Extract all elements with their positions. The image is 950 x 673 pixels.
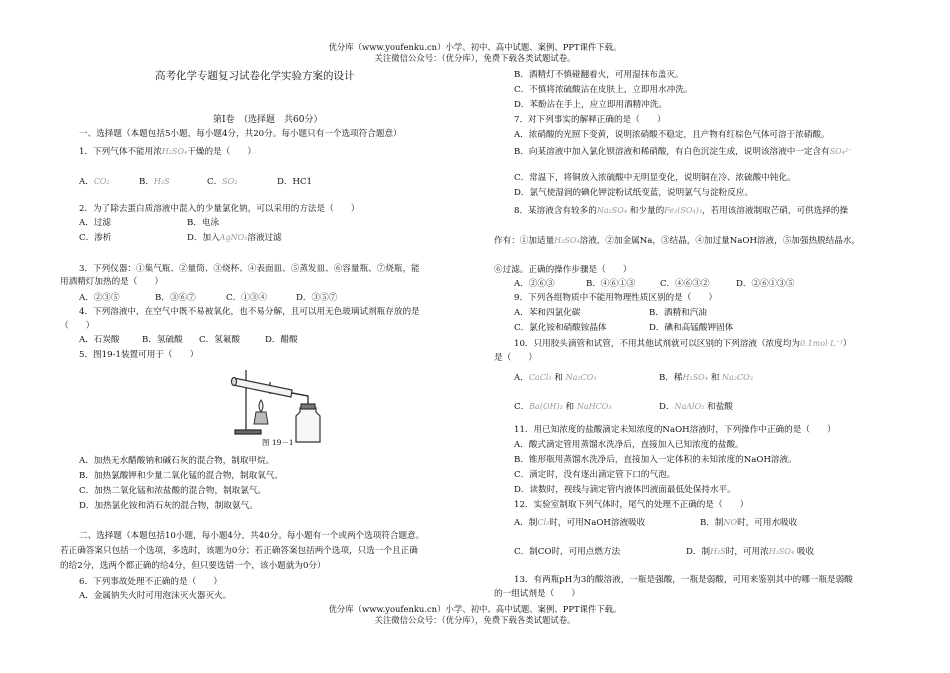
q7-option-b: B．向某溶液中加入氯化钡溶液和稀硝酸，有白色沉淀生成，说明该溶液中一定含有SO₄²⁻ [514, 147, 853, 157]
formula-h2so4: H₂SO₄ [161, 147, 188, 156]
figure-caption: 图 19－1 [262, 438, 294, 447]
question-10-stem-2: 是（ ） [494, 353, 537, 363]
q4-option-b: B．氢硫酸 [142, 335, 183, 345]
q8-option-a: A．②⑥③ [514, 279, 555, 289]
part2-intro-3: 的给2分，选两个都正确的给4分，但只要选错一个，该小题就为0分） [60, 561, 326, 571]
q9-option-c: C．氯化铵和硝酸铵晶体 [514, 323, 607, 333]
q7-option-c: C．常温下，将铜放入浓硫酸中无明显变化，说明铜在冷、浓硫酸中钝化。 [514, 173, 796, 183]
header-line-1: 优分库（www.youfenku.cn）小学、初中、高中试题、案例、PPT课件下载。 [328, 42, 622, 52]
question-12-stem: 12．实验室制取下列气体时，尾气的处理不正确的是（ ） [514, 500, 749, 510]
q1-option-d: D．HC1 [277, 177, 313, 187]
q9-option-b: B．酒精和汽油 [649, 308, 707, 318]
q3-option-b: B．③⑥⑦ [155, 293, 196, 303]
q1-option-b: B．H₂S [139, 177, 170, 187]
q3-option-c: C．①③④ [226, 293, 267, 303]
q7-option-a: A．浓硝酸的光照下变黄，说明浓硝酸不稳定，且产物有红棕色气体可溶于浓硝酸。 [514, 130, 830, 140]
q11-option-b: B．锥形瓶用蒸馏水洗净后，直接加入一定体积的未知浓度的NaOH溶液。 [514, 455, 797, 465]
q5-option-c: C．加热二氧化锰和浓盐酸的混合物，制取氯气。 [79, 486, 267, 496]
q1-option-a: A．CO₂ [79, 177, 110, 187]
section-title: 第Ⅰ卷 （选择题 共60分） [213, 115, 323, 125]
q5-option-a: A．加热无水醋酸钠和碱石灰的混合物，制取甲烷。 [79, 456, 275, 466]
q8-option-d: D．②⑥①③⑤ [736, 279, 795, 289]
footer-line-1: 优分库（www.youfenku.cn）小学、初中、高中试题、案例、PPT课件下载。 [328, 604, 622, 614]
q9-option-d: D．碘和高锰酸钾固体 [649, 323, 734, 333]
q8-option-c: C．④⑥③② [660, 279, 710, 289]
burner [254, 400, 268, 424]
q2-option-c: C．渗析 [79, 233, 112, 243]
q12-option-a: A．制Cl₂时，可用NaOH溶液吸收 [514, 518, 646, 528]
q2-option-b: B．电泳 [187, 218, 220, 228]
test-tube [232, 378, 293, 398]
page-header [0, 42, 950, 64]
part1-intro: 一、选择题（本题包括5小题，每小题4分，共20分。每小题只有一个选项符合题意） [79, 129, 402, 139]
q11-option-a: A．酸式滴定管用蒸馏水洗净后，直接加入已知浓度的盐酸。 [514, 440, 744, 450]
q11-option-d: D．读数时，视线与滴定管内液体凹液面最低处保持水平。 [514, 485, 736, 495]
question-3-stem-1: 3．下列仪器：①集气瓶、②量筒、③烧杯、④表面皿、⑤蒸发皿、⑥容量瓶、⑦烧瓶，能 [79, 264, 420, 274]
q10-option-c: C．Ba(OH)₂ 和 NaHCO₃ [514, 402, 612, 412]
question-11-stem: 11．用已知浓度的盐酸滴定未知浓度的NaOH溶液时，下列操作中正确的是（ ） [514, 425, 836, 435]
q4-option-d: D．醋酸 [265, 335, 298, 345]
question-7-stem: 7．对下列事实的解释正确的是（ ） [514, 115, 666, 125]
question-4-stem-1: 4．下列溶液中，在空气中既不易被氧化，也不易分解，且可以用无色玻璃试剂瓶存放的是 [79, 307, 420, 317]
question-9-stem: 9．下列各组物质中不能用物理性质区别的是（ ） [514, 293, 718, 303]
question-13-stem-2: 的一组试剂是（ ） [494, 589, 580, 599]
q12-option-c: C．制CO时，可用点燃方法 [514, 547, 621, 557]
page-footer [0, 604, 950, 626]
question-8-stem-3: ⑥过滤。正确的操作步骤是（ ） [494, 265, 632, 275]
q8-option-b: B．④⑥①③ [586, 279, 636, 289]
q6-option-d: D．苯酚沾在手上，应立即用酒精冲洗。 [514, 100, 667, 110]
apparatus-figure [230, 364, 326, 446]
q2-option-a: A．过滤 [79, 218, 111, 228]
question-1-stem: 1．下列气体不能用浓H₂SO₄干燥的是（ ） [79, 147, 257, 157]
q12-option-b: B．制NO时，可用水吸收 [700, 518, 798, 528]
part2-intro-1: 二、选择题（本题包括10小题，每小题4分，共40分。每小题有一个或两个选项符合题意。 [79, 531, 425, 541]
header-line-2: 关注微信公众号：（优分库），免费下载各类试题试卷。 [374, 53, 576, 63]
q5-option-b: B．加热氯酸钾和少量二氧化锰的混合物，制取氧气。 [79, 471, 283, 481]
question-6-stem: 6．下列事故处理不正确的是（ ） [79, 577, 222, 587]
question-3-stem-2: 用酒精灯加热的是（ ） [60, 277, 164, 287]
collecting-bottle [296, 404, 320, 442]
q6-option-a: A．金属钠失火时可用泡沫灭火器灭火。 [79, 591, 232, 601]
question-8-stem-1: 8．某溶液含有较多的Na₂SO₄ 和少量的Fe₂(SO₄)₃，若用该溶液制取芒硝，可供选择的操 [514, 206, 849, 216]
doc-title: 高考化学专题复习试卷化学实验方案的设计 [155, 70, 355, 82]
q12-option-d: D．制H₂S时，可用浓H₂SO₄ 吸收 [686, 547, 815, 557]
question-4-stem-2: （ ） [60, 321, 95, 331]
q7-option-d: D．氯气使湿润的碘化钾淀粉试纸变蓝，说明氯气与淀粉反应。 [514, 188, 753, 198]
q3-option-d: D．③⑤⑦ [296, 293, 338, 303]
footer-line-2: 关注微信公众号：（优分库），免费下载各类试题试卷。 [374, 615, 576, 625]
q6-option-b: B．酒精灯不慎碰翻着火，可用湿抹布盖灭。 [514, 70, 684, 80]
part2-intro-2: 若正确答案只包括一个选项，多选时，该题为0分；若正确答案包括两个选项，只选一个且正确 [60, 546, 418, 556]
q4-option-c: C．氢氟酸 [199, 335, 240, 345]
question-5-stem: 5．图19-1装置可用于（ ） [79, 350, 199, 360]
q6-option-c: C．不慎将浓硫酸沾在皮肤上，立即用水冲洗。 [514, 85, 693, 95]
question-10-stem: 10．只用胶头滴管和试管，不用其他试剂就可以区别的下列溶液（浓度均为0.1mol·L⁻¹） [514, 339, 852, 349]
question-13-stem-1: 13．有两瓶pH为3的酸溶液，一瓶是强酸，一瓶是弱酸，可用来鉴别其中的哪一瓶是弱酸 [514, 575, 853, 585]
question-8-stem-2: 作有：①加适量H₂SO₄溶液，②加金属Na，③结晶，④加过量NaOH溶液，⑤加强热脱结晶水， [494, 236, 861, 246]
q11-option-c: C．滴定时，没有逐出滴定管下口的气泡。 [514, 470, 676, 480]
q10-option-b: B．稀H₂SO₄ 和 Na₂CO₃ [659, 373, 753, 383]
q10-option-d: D．NaAlO₂ 和盐酸 [659, 402, 733, 412]
q10-option-a: A．CaCl₂ 和 Na₂CO₃ [514, 373, 597, 383]
q1-option-c: C．SO₂ [207, 177, 238, 187]
q4-option-a: A．石炭酸 [79, 335, 120, 345]
q3-option-a: A．②③⑤ [79, 293, 120, 303]
q9-option-a: A．苯和四氯化碳 [514, 308, 581, 318]
question-2-stem: 2．为了除去蛋白质溶液中混入的少量氯化钠，可以采用的方法是（ ） [79, 204, 360, 214]
q5-option-d: D．加热氯化铵和消石灰的混合物，制取氨气。 [79, 501, 258, 511]
q2-option-d: D．加入AgNO₃溶液过滤 [187, 233, 282, 243]
